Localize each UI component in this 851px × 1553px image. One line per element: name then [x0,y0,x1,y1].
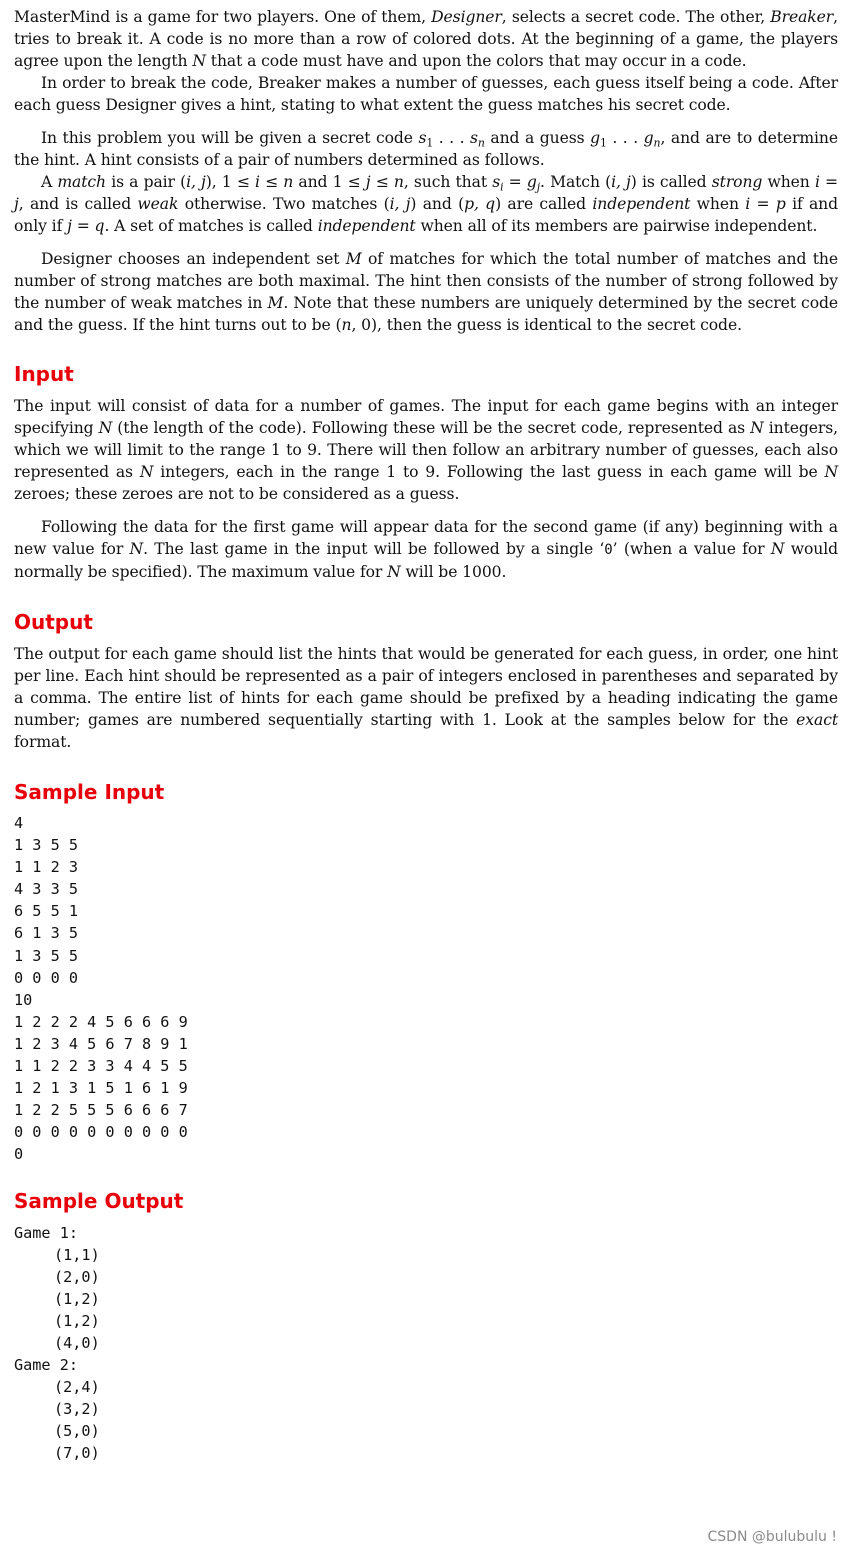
sample-input-heading: Sample Input [14,780,165,804]
sample-output-hint: (4,0) [54,1333,100,1352]
sample-input-line: 0 0 0 0 0 0 0 0 0 0 [14,1123,188,1142]
sample-output-game-heading: Game 2: [14,1356,79,1375]
sample-input-line: 6 1 3 5 [14,924,79,943]
sample-input-block [14,812,838,1166]
output-paragraph-1: The output for each game should list the hints that would be generated for each guess, in order, one hint per line. Each hint should be represented as a pair of integers enclosed in parentheses and separated by a comma. The entire list of hints for each game should be prefixed by a heading indicating the game number; games are numbered sequentially starting with 1. Look at the samples below for the exact format. [14,645,838,751]
intro-paragraph-3: In this problem you will be given a secret code $s_1$ . . . $s_n$ and a guess $g_1$ . . . $g_n$, and are to determine the hint. A hint consists of a pair of numbers determined as follows. [14,129,839,169]
sample-output-hint: (1,2) [54,1311,100,1330]
sample-input-line: 1 2 3 4 5 6 7 8 9 1 [14,1034,188,1053]
sample-input-line: 0 0 0 0 [14,968,79,987]
sample-input-line: 4 [14,814,24,832]
watermark: CSDN @bulubulu ! [707,1529,837,1545]
sample-output-hint: (1,2) [54,1289,100,1308]
input-paragraph-1: The input will consist of data for a number of games. The input for each game begins with an integer specifying N (the length of the code). Following these will be the secret code, represented as N integers, which we will limit to the range 1 to 9. There will then follow an arbitrary number of guesses, each also represented as N integers, each in the range 1 to 9. Following the last guess in each game will be N zeroes; these zeroes are not to be considered as a guess. [14,397,839,503]
input-paragraph-2: Following the data for the first game will appear data for the second game (if any) beginning with a new value for N. The last game in the input will be followed by a single ‘0’ (when a value for N would normally be specified). The maximum value for N will be 1000. [14,518,839,581]
input-heading: Input [14,362,74,386]
sample-output-hint: (1,1) [54,1245,100,1264]
sample-input-line: 1 2 1 3 1 5 1 6 1 9 [14,1079,188,1098]
sample-input-line: 1 2 2 5 5 5 6 6 6 7 [14,1101,188,1120]
sample-input-line: 1 1 2 3 [14,858,79,877]
sample-input-line: 1 1 2 2 3 3 4 4 5 5 [14,1057,188,1076]
sample-output-block [14,1222,838,1465]
intro-paragraph-1: MasterMind is a game for two players. One of them, Designer, selects a secret code. The other, Breaker, tries to break it. A code is no more than a row of colored dots. At the beginning of a game, the players agree upon the length N that a code must have and upon the colors that may occur in a code. [14,8,838,70]
sample-output-hint: (2,0) [54,1267,100,1286]
intro-paragraph-2: In order to break the code, Breaker makes a number of guesses, each guess itself being a code. After each guess Designer gives a hint, stating to what extent the guess matches his secret code. [14,74,838,114]
sample-output-hint: (5,0) [54,1422,100,1441]
sample-output-heading: Sample Output [14,1188,184,1213]
sample-output-game-heading: Game 1: [14,1223,79,1242]
intro-paragraph-5: Designer chooses an independent set M of matches for which the total number of matches and the number of strong matches are both maximal. The hint then consists of the number of strong followed by the number of weak matches in M. Note that these numbers are uniquely determined by the secret code and the guess. If the hint turns out to be (n, 0), then the guess is identical to the secret code. [14,250,838,334]
sample-output-hint: (7,0) [54,1444,100,1463]
sample-input-line: 6 5 5 1 [14,902,79,921]
sample-input-line: 1 3 5 5 [14,946,79,965]
sample-input-line: 1 3 5 5 [14,836,79,855]
sample-input-line: 0 [14,1145,24,1164]
sample-output-hint: (3,2) [54,1400,100,1419]
sample-input-line: 10 [14,990,33,1009]
intro-paragraph-4: A match is a pair (i, j), 1 ≤ i ≤ n and 1 ≤ j ≤ n, such that $s_i = g_j$. Match (i, j) is called strong when i = j, and is called weak otherwise. Two matches (i, j) and (p, q) are called independent when i = p if and only if j = q. A set of matches is called independent when all of its members are pairwise independent. [14,173,839,235]
sample-input-line: 1 2 2 2 4 5 6 6 6 9 [14,1012,188,1031]
output-heading: Output [14,610,93,634]
problem-statement [14,6,838,1465]
sample-output-hint: (2,4) [54,1378,100,1397]
sample-input-line: 4 3 3 5 [14,880,79,899]
